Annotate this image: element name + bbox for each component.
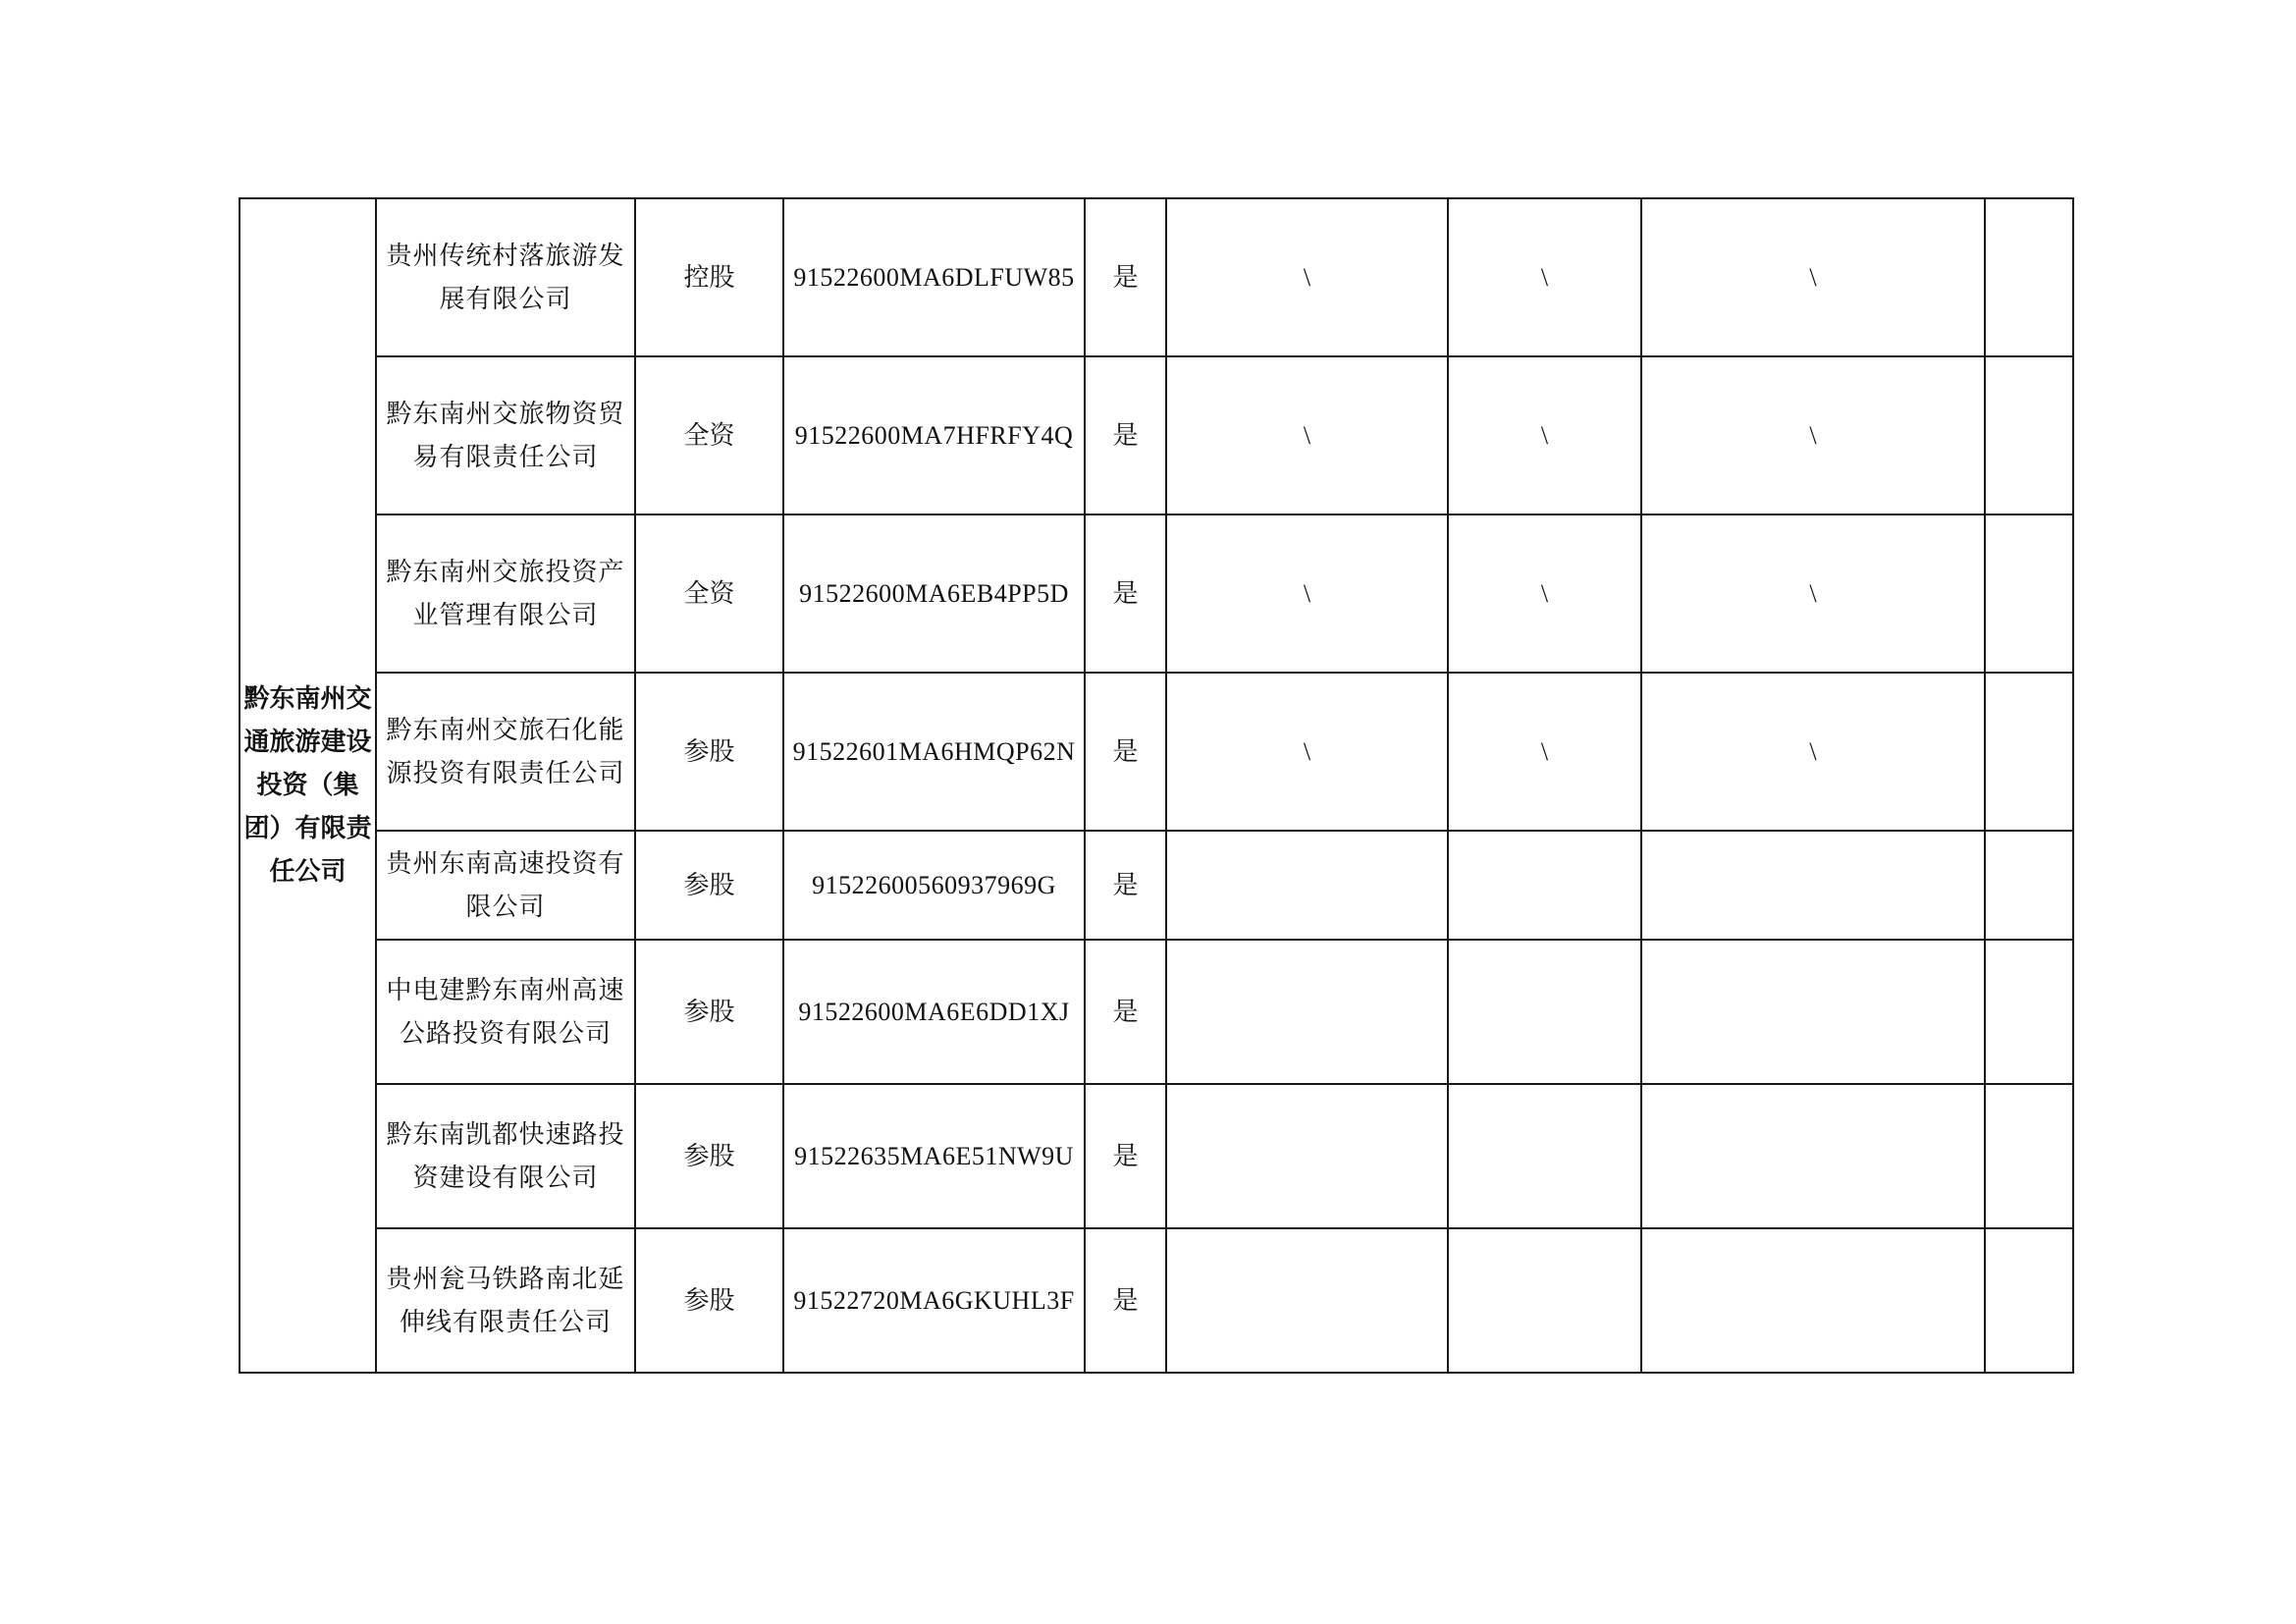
relation-cell xyxy=(635,673,783,831)
relation-cell xyxy=(635,1084,783,1228)
col6-cell xyxy=(1166,198,1448,356)
relation-text: 参股 xyxy=(683,870,735,900)
credit-code: 91522600MA6DLFUW85 xyxy=(793,262,1075,292)
credit-code-cell xyxy=(783,1228,1085,1373)
relation-text: 控股 xyxy=(683,262,735,293)
credit-code-cell xyxy=(783,514,1085,673)
credit-code: 91522600MA6EB4PP5D xyxy=(799,578,1069,608)
company-name: 黔东南凯都快速路投资建设有限公司 xyxy=(386,1119,625,1193)
relation-cell xyxy=(635,514,783,673)
col6-cell xyxy=(1166,831,1448,940)
relation-cell xyxy=(635,198,783,356)
credit-code-cell xyxy=(783,1084,1085,1228)
col8-cell xyxy=(1641,356,1985,514)
col7-value: \ xyxy=(1540,262,1549,292)
col6-cell xyxy=(1166,673,1448,831)
credit-code: 91522601MA6HMQP62N xyxy=(792,736,1076,766)
company-name-cell xyxy=(376,356,635,514)
flag-text: 是 xyxy=(1112,1141,1139,1171)
relation-text: 全资 xyxy=(683,420,735,451)
credit-code: 91522600560937969G xyxy=(812,870,1056,899)
col9-cell xyxy=(1985,1228,2073,1373)
col6-cell xyxy=(1166,1228,1448,1373)
col8-cell xyxy=(1641,831,1985,940)
col9-cell xyxy=(1985,514,2073,673)
company-name: 贵州瓮马铁路南北延伸线有限责任公司 xyxy=(386,1264,625,1337)
flag-text: 是 xyxy=(1112,578,1139,609)
relation-cell xyxy=(635,1228,783,1373)
credit-code: 91522600MA7HFRFY4Q xyxy=(794,420,1074,450)
flag-text: 是 xyxy=(1112,736,1139,767)
col6-value: \ xyxy=(1303,736,1311,766)
credit-code-cell xyxy=(783,198,1085,356)
col6-value: \ xyxy=(1303,578,1311,608)
col9-cell xyxy=(1985,198,2073,356)
col7-value: \ xyxy=(1540,578,1549,608)
company-name-cell xyxy=(376,514,635,673)
col8-cell xyxy=(1641,673,1985,831)
flag-text: 是 xyxy=(1112,870,1139,900)
col8-cell xyxy=(1641,198,1985,356)
relation-text: 参股 xyxy=(683,997,735,1027)
col6-cell xyxy=(1166,514,1448,673)
relation-cell xyxy=(635,356,783,514)
col6-cell xyxy=(1166,1084,1448,1228)
relation-text: 参股 xyxy=(683,736,735,767)
col9-cell xyxy=(1985,356,2073,514)
flag-cell xyxy=(1085,1228,1166,1373)
table-row xyxy=(240,673,2073,831)
credit-code-cell xyxy=(783,356,1085,514)
col9-cell xyxy=(1985,1084,2073,1228)
col8-value: \ xyxy=(1809,420,1817,450)
col7-cell xyxy=(1448,356,1641,514)
table-row xyxy=(240,1228,2073,1373)
col7-cell xyxy=(1448,673,1641,831)
credit-code: 91522635MA6E51NW9U xyxy=(794,1141,1074,1170)
table-row xyxy=(240,940,2073,1084)
relation-text: 参股 xyxy=(683,1141,735,1171)
col7-cell xyxy=(1448,198,1641,356)
col8-value: \ xyxy=(1809,736,1817,766)
col7-value: \ xyxy=(1540,736,1549,766)
company-name: 贵州传统村落旅游发展有限公司 xyxy=(386,241,625,314)
flag-cell xyxy=(1085,831,1166,940)
company-name-cell xyxy=(376,831,635,940)
company-name-cell xyxy=(376,198,635,356)
credit-code-cell xyxy=(783,673,1085,831)
col8-cell xyxy=(1641,1228,1985,1373)
table-row xyxy=(240,198,2073,356)
flag-cell xyxy=(1085,514,1166,673)
flag-cell xyxy=(1085,673,1166,831)
col7-cell xyxy=(1448,940,1641,1084)
credit-code: 91522720MA6GKUHL3F xyxy=(793,1285,1075,1315)
parent-company-cell xyxy=(240,198,376,1373)
table-row xyxy=(240,514,2073,673)
col9-cell xyxy=(1985,673,2073,831)
col6-cell xyxy=(1166,356,1448,514)
relation-text: 参股 xyxy=(683,1285,735,1316)
flag-cell xyxy=(1085,1084,1166,1228)
col7-cell xyxy=(1448,514,1641,673)
flag-text: 是 xyxy=(1112,262,1139,293)
col8-value: \ xyxy=(1809,262,1817,292)
col8-cell xyxy=(1641,514,1985,673)
col8-cell xyxy=(1641,940,1985,1084)
col6-value: \ xyxy=(1303,420,1311,450)
col7-cell xyxy=(1448,1084,1641,1228)
company-name-cell xyxy=(376,1084,635,1228)
col9-cell xyxy=(1985,940,2073,1084)
relation-cell xyxy=(635,831,783,940)
credit-code: 91522600MA6E6DD1XJ xyxy=(798,997,1070,1026)
company-name: 黔东南州交旅投资产业管理有限公司 xyxy=(386,557,625,630)
flag-text: 是 xyxy=(1112,420,1139,451)
company-name: 黔东南州交旅物资贸易有限责任公司 xyxy=(386,399,625,472)
table-row xyxy=(240,1084,2073,1228)
company-name: 贵州东南高速投资有限公司 xyxy=(386,848,625,922)
company-name-cell xyxy=(376,940,635,1084)
table-row xyxy=(240,831,2073,940)
col9-cell xyxy=(1985,831,2073,940)
flag-cell xyxy=(1085,356,1166,514)
flag-cell xyxy=(1085,940,1166,1084)
credit-code-cell xyxy=(783,831,1085,940)
relation-cell xyxy=(635,940,783,1084)
col7-cell xyxy=(1448,831,1641,940)
col6-value: \ xyxy=(1303,262,1311,292)
company-name: 中电建黔东南州高速公路投资有限公司 xyxy=(386,975,625,1049)
col8-cell xyxy=(1641,1084,1985,1228)
company-table xyxy=(239,197,2074,1374)
col8-value: \ xyxy=(1809,578,1817,608)
col7-value: \ xyxy=(1540,420,1549,450)
company-name: 黔东南州交旅石化能源投资有限责任公司 xyxy=(386,715,625,788)
flag-text: 是 xyxy=(1112,997,1139,1027)
relation-text: 全资 xyxy=(683,578,735,609)
flag-text: 是 xyxy=(1112,1285,1139,1316)
company-name-cell xyxy=(376,673,635,831)
credit-code-cell xyxy=(783,940,1085,1084)
flag-cell xyxy=(1085,198,1166,356)
parent-company-name: 黔东南州交通旅游建设投资（集团）有限责任公司 xyxy=(243,684,372,887)
table-row xyxy=(240,356,2073,514)
col6-cell xyxy=(1166,940,1448,1084)
col7-cell xyxy=(1448,1228,1641,1373)
company-name-cell xyxy=(376,1228,635,1373)
